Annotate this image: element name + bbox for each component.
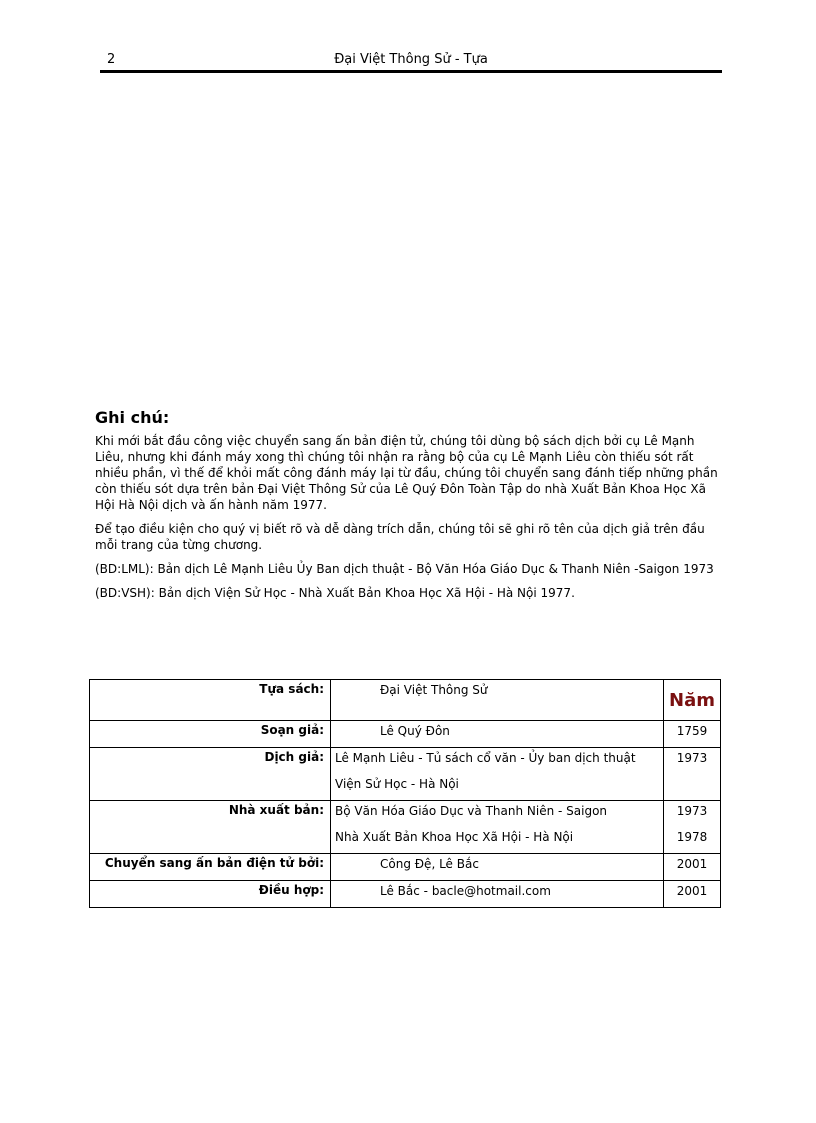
table-row [90,680,721,721]
row-year: 1973 [676,804,708,818]
row-year: 1759 [676,724,708,738]
row-year: 2001 [676,884,708,898]
year-header: Năm [669,690,715,711]
row-year: 2001 [676,857,708,871]
note-heading: Ghi chú: [95,408,170,427]
row-label: Chuyển sang ấn bản điện tử bởi: [90,854,331,881]
row-value: Lê Bắc - bacle@hotmail.com [380,884,551,898]
note-paragraph: Khi mới bắt đầu công việc chuyển sang ấn bản điện tử, chúng tôi dùng bộ sách dịch bởi cụ Lê Mạnh Liêu, nhưng khi đánh máy xong thì chúng tôi nhận ra rằng bộ của cụ Lê Mạnh Liêu còn thiếu sót rất nhiều phần, vì thế để khỏi mất công đánh máy lại từ đầu, chúng tôi chuyển sang đánh tiếp những phần còn thiếu sót dựa trên bản Đại Việt Thông Sử của Lê Quý Đôn Toàn Tập do nhà Xuất Bản Khoa Học Xã Hội Hà Nội dịch và ấn hành năm 1977. [95,434,718,512]
row-value: Lê Mạnh Liêu - Tủ sách cổ văn - Ủy ban dịch thuật [335,751,636,765]
row-label: Điều hợp: [90,881,331,908]
note-paragraph: (BD:VSH): Bản dịch Viện Sử Học - Nhà Xuất Bản Khoa Học Xã Hội - Hà Nội 1977. [95,586,575,600]
row-label: Soạn giả: [90,721,331,748]
page-header [100,50,722,73]
running-title: Đại Việt Thông Sử - Tựa [334,52,488,67]
row-value: Viện Sử Học - Hà Nội [335,777,459,791]
table-row [90,881,721,908]
row-label: Nhà xuất bản: [90,801,331,854]
table-row [90,801,721,854]
row-label: Tựa sách: [90,680,331,721]
table-row [90,721,721,748]
table-row [90,854,721,881]
row-value: Bộ Văn Hóa Giáo Dục và Thanh Niên - Saigon [335,804,608,818]
row-year: 1973 [676,751,708,765]
row-label: Dịch giả: [90,748,331,801]
note-section [95,408,727,609]
row-value: Công Đệ, Lê Bắc [380,857,479,871]
row-value: Lê Quý Đôn [380,724,450,738]
page-number: 2 [107,52,116,67]
row-year: 1978 [676,830,708,844]
table-row [90,748,721,801]
row-value: Nhà Xuất Bản Khoa Học Xã Hội - Hà Nội [335,830,574,844]
note-paragraph: Để tạo điều kiện cho quý vị biết rõ và dễ dàng trích dẫn, chúng tôi sẽ ghi rõ tên của dịch giả trên đầu mỗi trang của từng chương. [95,522,705,552]
row-value: Đại Việt Thông Sử [380,683,488,697]
note-paragraph: (BD:LML): Bản dịch Lê Mạnh Liêu Ủy Ban dịch thuật - Bộ Văn Hóa Giáo Dục & Thanh Niên -Saigon 1973 [95,562,714,576]
book-info-table [89,679,721,908]
